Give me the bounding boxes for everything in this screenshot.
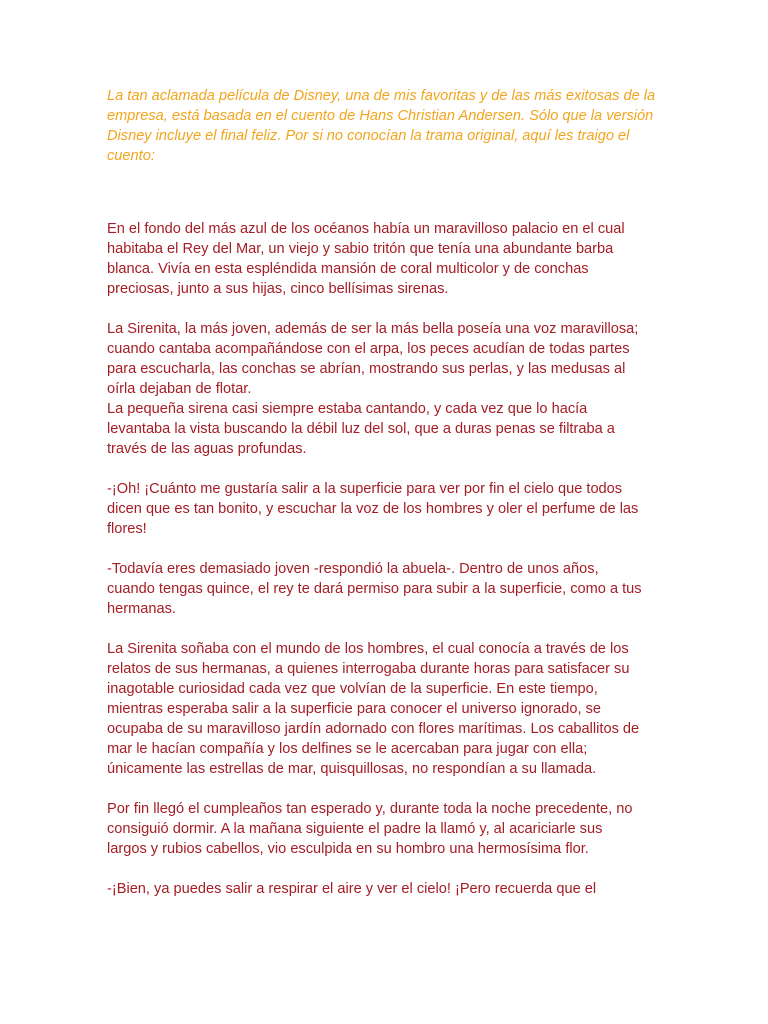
story-paragraph-8: -¡Bien, ya puedes salir a respirar el aire y ver el cielo! ¡Pero recuerda que el [107,881,597,897]
story-paragraph-4: -¡Oh! ¡Cuánto me gustaría salir a la superficie para ver por fin el cielo que todos dicen que es tan bonito, y escuchar la voz de los hombres y oler el perfume de las flores! [107,481,639,537]
intro-paragraph: La tan aclamada película de Disney, una de mis favoritas y de las más exitosas de la empresa, está basada en el cuento de Hans Christian Andersen. Sólo que la versión Disney incluye el final feliz. Por si no conocían la trama original, aquí les traigo el cuento: [107,88,656,164]
story-paragraph-7: Por fin llegó el cumpleaños tan esperado y, durante toda la noche precedente, no consiguió dormir. A la mañana siguiente el padre la llamó y, al acariciarle sus largos y rubios cabellos, vio esculpida en su hombro una hermosísima flor. [107,801,633,857]
story-paragraph-6: La Sirenita soñaba con el mundo de los hombres, el cual conocía a través de los relatos de sus hermanas, a quienes interrogaba durante horas para satisfacer su inagotable curiosidad cada vez que volvían de la superficie. En este tiempo, mientras esperaba salir a la superficie para conocer el universo ignorado, se ocupaba de su maravilloso jardín adornado con flores marítimas. Los caballitos de mar le hacían compañía y los delfines se le acercaban para jugar con ella; únicamente las estrellas de mar, quisquillosas, no respondían a su llamada. [107,641,640,777]
story-paragraph-3: La pequeña sirena casi siempre estaba cantando, y cada vez que lo hacía levantaba la vista buscando la débil luz del sol, que a duras penas se filtraba a través de las aguas profundas. [107,401,615,457]
story-paragraph-5: -Todavía eres demasiado joven -respondió la abuela-. Dentro de unos años, cuando tengas quince, el rey te dará permiso para subir a la superficie, como a tus hermanas. [107,561,642,617]
document-page [107,86,667,919]
story-body [107,219,667,899]
story-paragraph-1: En el fondo del más azul de los océanos había un maravilloso palacio en el cual habitaba el Rey del Mar, un viejo y sabio tritón que tenía una abundante barba blanca. Vivía en esta espléndida mansión de coral multicolor y de conchas preciosas, junto a sus hijas, cinco bellísimas sirenas. [107,221,625,297]
story-paragraph-2: La Sirenita, la más joven, además de ser la más bella poseía una voz maravillosa; cuando cantaba acompañándose con el arpa, los peces acudían de todas partes para escucharla, las conchas se abrían, mostrando sus perlas, y las medusas al oírla dejaban de flotar. [107,321,639,397]
